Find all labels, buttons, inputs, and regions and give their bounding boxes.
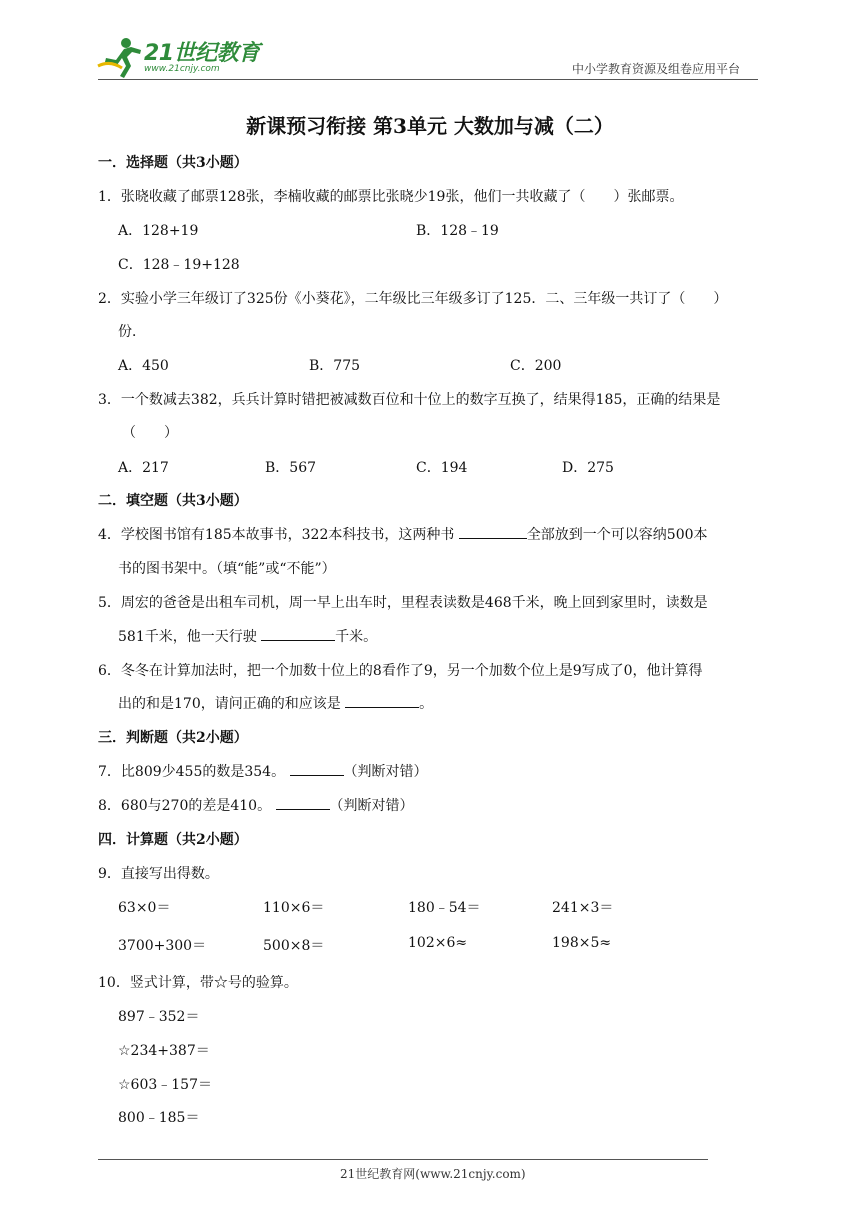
question-2-stem-line1: 2．实验小学三年级订了325份《小葵花》，二年级比三年级多订了125．二、三年级一共订了（ ） <box>98 291 728 307</box>
question-7-text-pre: 7．比809少455的数是354。 <box>98 764 290 780</box>
question-9-stem: 9．直接写出得数。 <box>98 866 219 882</box>
question-3-stem-line2: （ ） <box>122 425 178 441</box>
section-heading-choice: 一．选择题（共3小题） <box>98 155 248 171</box>
calc-item: 3700+300＝ <box>118 938 207 954</box>
section-heading-judge: 三．判断题（共2小题） <box>98 730 248 746</box>
logo-url: www.21cnjy.com <box>144 64 220 74</box>
answer-blank-4[interactable] <box>459 538 527 539</box>
question-1-option-b: B．128﹣19 <box>416 223 499 239</box>
question-2-option-a: A．450 <box>118 358 169 374</box>
question-4-line1 <box>98 524 708 544</box>
question-3-option-c: C．194 <box>416 460 468 476</box>
section-heading-calc: 四．计算题（共2小题） <box>98 832 248 848</box>
header-divider <box>98 79 758 80</box>
question-3-option-b: B．567 <box>265 460 317 476</box>
question-8-text-pre: 8．680与270的差是410。 <box>98 798 276 814</box>
footer-divider <box>98 1159 708 1160</box>
vertical-calc-item: 800﹣185＝ <box>118 1110 200 1126</box>
question-5-text-pre: 581千米，他一天行驶 <box>118 629 262 645</box>
running-man-icon <box>96 36 144 80</box>
question-7-text-post: （判断对错） <box>343 764 428 780</box>
answer-blank-6[interactable] <box>345 707 419 708</box>
question-5-line2 <box>118 626 377 646</box>
question-5-line1: 5．周宏的爸爸是出租车司机，周一早上出车时，里程表读数是468千米，晚上回到家里时，读数是 <box>98 595 708 611</box>
calc-item: 198×5≈ <box>552 935 612 951</box>
question-1-option-c: C．128﹣19+128 <box>118 257 240 273</box>
calc-item: 63×0＝ <box>118 900 171 916</box>
question-7 <box>98 761 428 781</box>
section-heading-fill: 二．填空题（共3小题） <box>98 493 248 509</box>
question-3-option-d: D．275 <box>562 460 614 476</box>
vertical-calc-item: ☆234+387＝ <box>118 1043 210 1059</box>
question-4-text-pre: 4．学校图书馆有185本故事书，322本科技书，这两种书 <box>98 527 459 543</box>
calc-item: 110×6＝ <box>263 900 325 916</box>
question-2-option-c: C．200 <box>510 358 562 374</box>
footer-link[interactable]: 21世纪教育网(www.21cnjy.com) <box>340 1167 526 1181</box>
document-title: 新课预习衔接 第3单元 大数加与减（二） <box>246 114 614 138</box>
question-6-line2 <box>118 693 433 713</box>
question-2-stem-line2: 份． <box>118 324 146 340</box>
vertical-calc-item: ☆603﹣157＝ <box>118 1077 212 1093</box>
question-2-option-b: B．775 <box>309 358 361 374</box>
site-logo <box>96 36 260 80</box>
question-5-text-post: 千米。 <box>335 629 378 645</box>
question-4-line2: 书的图书架中。（填“能”或“不能”） <box>118 561 336 577</box>
question-8 <box>98 795 414 815</box>
calc-item: 241×3＝ <box>552 900 614 916</box>
question-6-text-pre: 出的和是170，请问正确的和应该是 <box>118 696 346 712</box>
answer-blank-8[interactable] <box>276 809 330 810</box>
answer-blank-5[interactable] <box>261 640 335 641</box>
question-8-text-post: （判断对错） <box>329 798 414 814</box>
logo-text: 21世纪教育 <box>144 41 260 66</box>
calc-item: 102×6≈ <box>408 935 468 951</box>
question-6-line1: 6．冬冬在计算加法时，把一个加数十位上的8看作了9，另一个加数个位上是9写成了0，他计算得 <box>98 663 703 679</box>
question-6-text-post: 。 <box>419 696 434 712</box>
calc-item: 180﹣54＝ <box>408 900 481 916</box>
question-1-stem: 1．张晓收藏了邮票128张，李楠收藏的邮票比张晓少19张，他们一共收藏了（ ）张邮票。 <box>98 189 684 205</box>
question-4-text-post: 全部放到一个可以容纳500本 <box>526 527 708 543</box>
calc-item: 500×8＝ <box>263 938 325 954</box>
question-3-stem-line1: 3．一个数减去382，兵兵计算时错把被减数百位和十位上的数字互换了，结果得185，正确的结果是 <box>98 392 721 408</box>
question-1-option-a: A．128+19 <box>118 223 199 239</box>
question-3-option-a: A．217 <box>118 460 169 476</box>
platform-name: 中小学教育资源及组卷应用平台 <box>572 62 741 76</box>
vertical-calc-item: 897﹣352＝ <box>118 1009 200 1025</box>
answer-blank-7[interactable] <box>290 775 344 776</box>
question-10-stem: 10．竖式计算，带☆号的验算。 <box>98 975 298 991</box>
